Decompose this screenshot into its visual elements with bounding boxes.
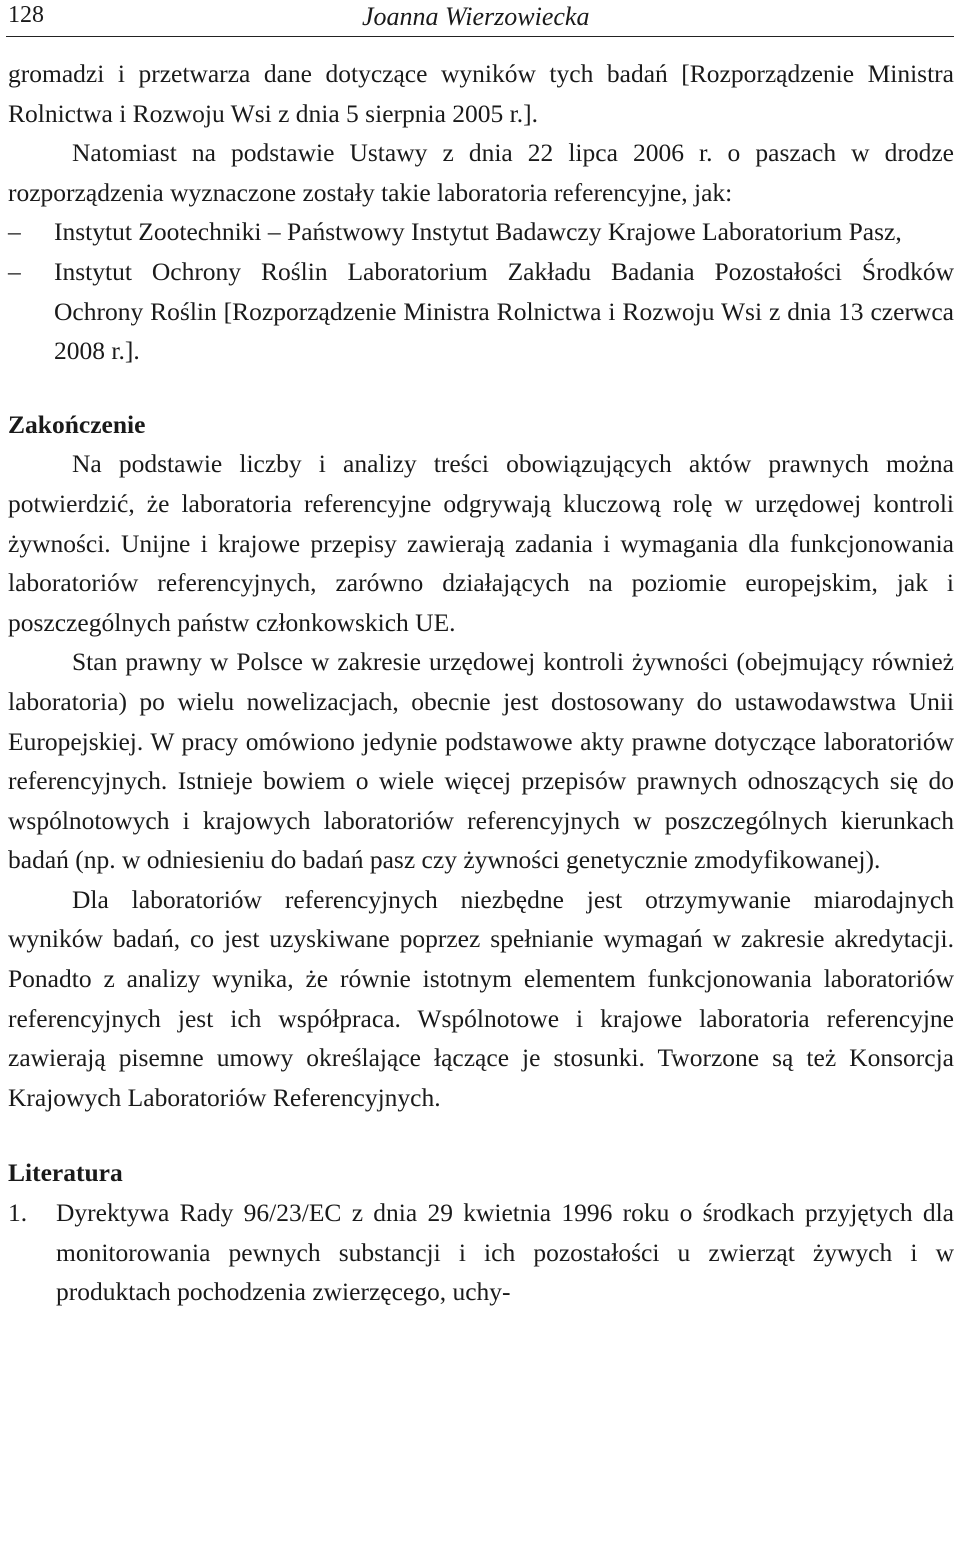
list-item xyxy=(8,252,954,371)
running-header-author: Joanna Wierzowiecka xyxy=(362,2,590,31)
reference-number: 1. xyxy=(8,1198,28,1228)
body-text xyxy=(8,54,954,1312)
reference-text: Dyrektywa Rady 96/23/EC z dnia 29 kwietnia 1996 roku o środkach przyjętych dla monitorowania pewnych substancji i ich pozostałości u zwierząt żywych i w produktach pochodzenia zwierzęcego, uchy- xyxy=(56,1198,954,1307)
list-dash: – xyxy=(8,256,21,286)
page-number: 128 xyxy=(8,2,44,28)
list-dash: – xyxy=(8,217,21,247)
conclusion-paragraph: Na podstawie liczby i analizy treści obowiązujących aktów prawnych można potwierdzić, że laboratoria referencyjne odgrywają kluczową rolę w urzędowej kontroli żywności. Unijne i krajowe przepisy zawierają zadania i wymagania dla funkcjonowania laboratoriów referencyjnych, zarówno działających na poziomie europejskim, jak i poszczególnych państw członkowskich UE. xyxy=(8,449,954,637)
section-heading-literature: Literatura xyxy=(8,1158,123,1188)
list-item-text: Instytut Zootechniki – Państwowy Instytut Badawczy Krajowe Laboratorium Pasz, xyxy=(54,217,902,247)
continuation-paragraph: gromadzi i przetwarza dane dotyczące wyników tych badań [Rozporządzenie Ministra Rolnictwa i Rozwoju Wsi z dnia 5 sierpnia 2005 r.]. xyxy=(8,59,954,128)
conclusion-paragraph: Dla laboratoriów referencyjnych niezbędne jest otrzymywanie miarodajnych wyników badań, co jest uzyskiwane poprzez spełnianie wymagań w zakresie akredytacji. Ponadto z analizy wynika, że równie istotnym elementem funkcjonowania laboratoriów referencyjnych jest ich współpraca. Wspólnotowe i krajowe laboratoria referencyjne zawierają pisemne umowy określające łączące je stosunki. Tworzone są też Konsorcja Krajowych Laboratoriów Referencyjnych. xyxy=(8,884,954,1112)
section-heading-conclusion: Zakończenie xyxy=(8,409,146,439)
list-item-text: Instytut Ochrony Roślin Laboratorium Zakładu Badania Pozostałości Środków Ochrony Roślin [Rozporządzenie Ministra Rolnictwa i Rozwoju Wsi z dnia 13 czerwca 2008 r.]. xyxy=(54,256,954,366)
list-item xyxy=(8,212,954,252)
paragraph-feed-laboratories: Natomiast na podstawie Ustawy z dnia 22 lipca 2006 r. o paszach w drodze rozporządzenia wyznaczone zostały takie laboratoria referencyjne, jak: xyxy=(8,138,954,207)
conclusion-paragraph: Stan prawny w Polsce w zakresie urzędowej kontroli żywności (obejmujący również laboratoria) po wielu nowelizacjach, obecnie jest dostosowany do ustawodawstwa Unii Europejskiej. W pracy omówiono jedynie podstawowe akty prawne dotyczące laboratoriów referencyjnych. Istnieje bowiem o wiele więcej przepisów prawnych odnoszących się do wspólnotowych i krajowych laboratoriów referencyjnych w poszczególnych kierunkach badań (np. w odniesieniu do badań pasz czy żywności genetycznie zmodyfikowanej). xyxy=(8,647,954,875)
running-header xyxy=(6,0,954,37)
reference-item xyxy=(8,1193,954,1312)
